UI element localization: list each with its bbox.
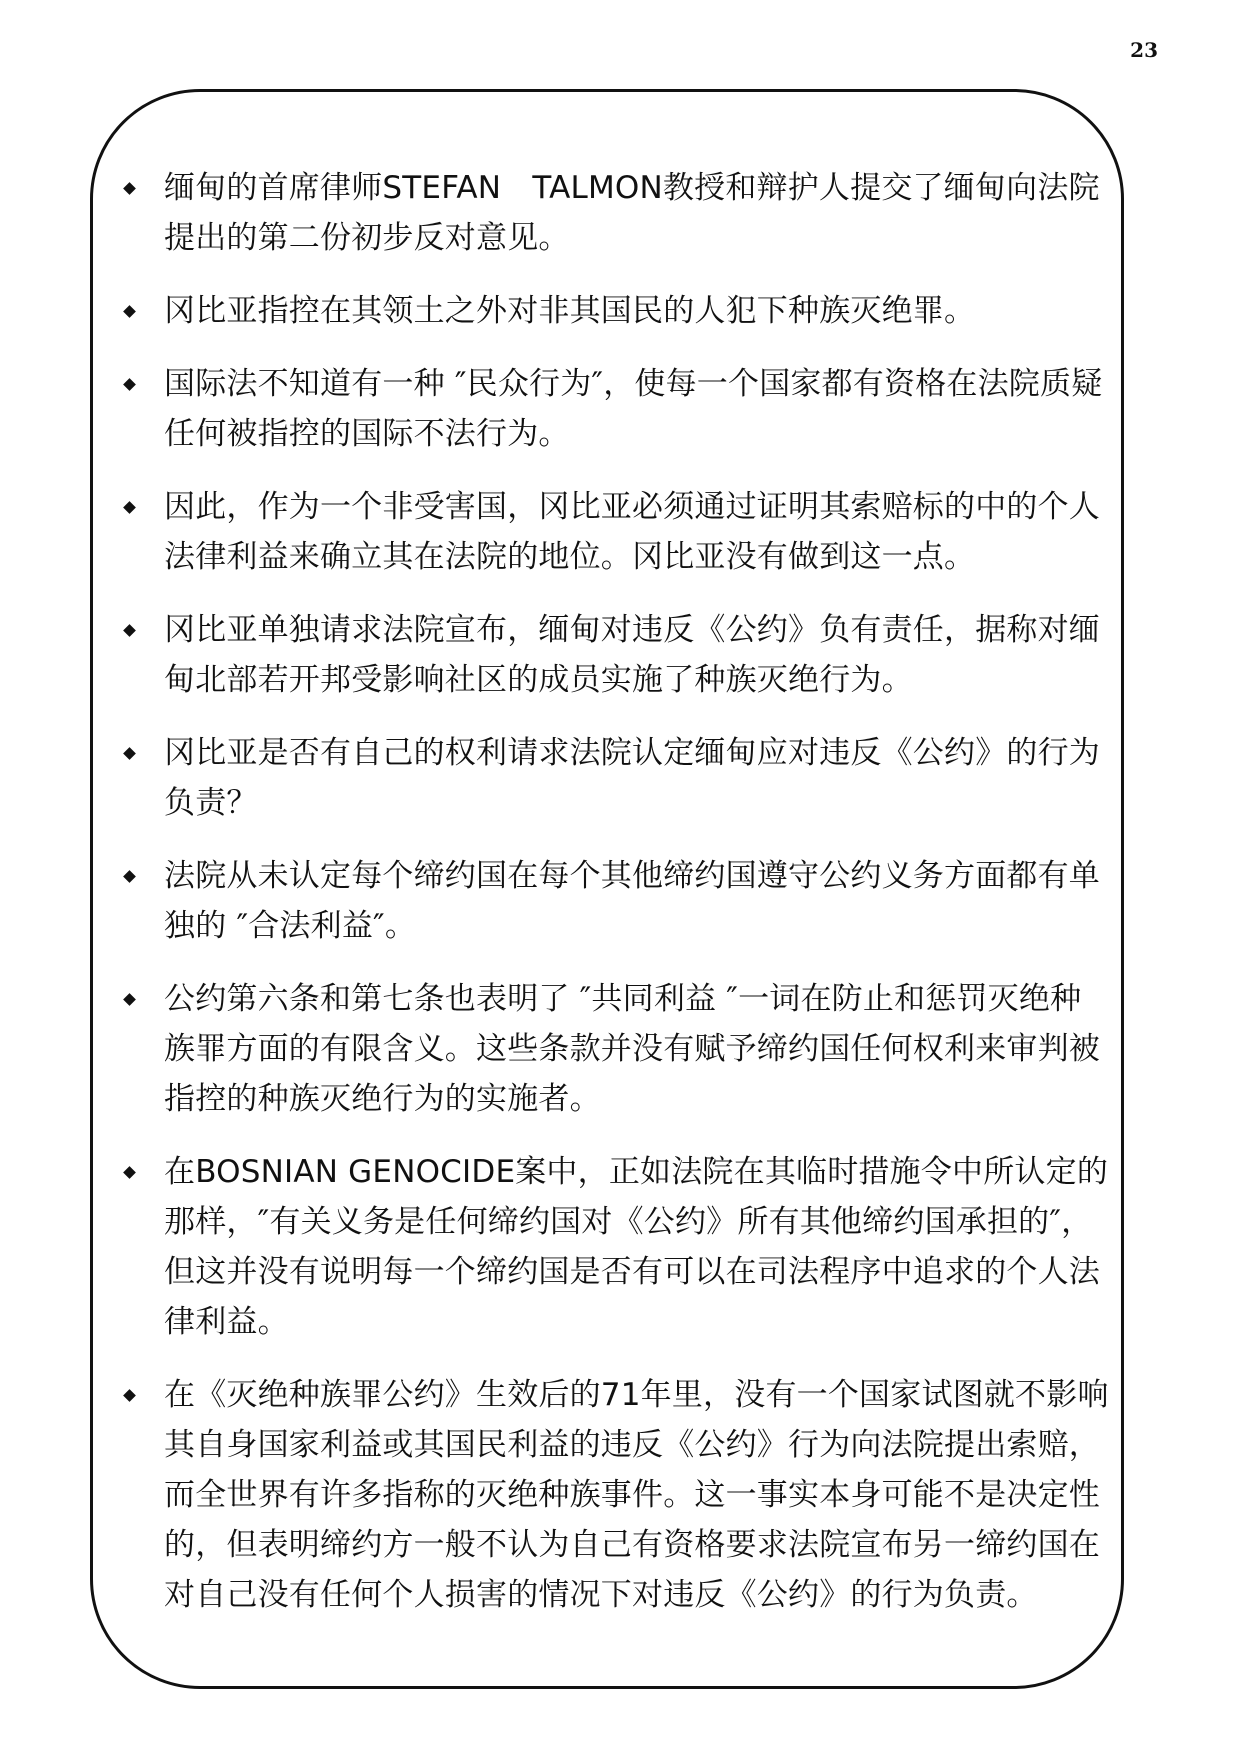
bullet-item	[120, 1370, 1110, 1620]
bullet-item	[120, 851, 1110, 951]
diamond-bullet-icon	[123, 870, 136, 883]
bullet-text: 冈比亚指控在其领土之外对非其国民的人犯下种族灭绝罪。	[164, 293, 976, 329]
bullet-item	[120, 605, 1110, 705]
bullet-text: 国际法不知道有一种 ″民众行为″，使每一个国家都有资格在法院质疑任何被指控的国际不法行为。	[164, 366, 1103, 452]
bullet-text: 缅甸的首席律师STEFAN TALMON教授和辩护人提交了缅甸向法院提出的第二份初步反对意见。	[164, 170, 1100, 256]
bullet-text: 在《灭绝种族罪公约》生效后的71年里，没有一个国家试图就不影响其自身国家利益或其国民利益的违反《公约》行为向法院提出索赔，而全世界有许多指称的灭绝种族事件。这一事实本身可能不是决定性的，但表明缔约方一般不认为自己有资格要求法院宣布另一缔约国在对自己没有任何个人损害的情况下对违反《公约》的行为负责。	[164, 1377, 1109, 1613]
diamond-bullet-icon	[123, 1166, 136, 1179]
bullet-item	[120, 163, 1110, 263]
bullet-item	[120, 1147, 1110, 1347]
diamond-bullet-icon	[123, 182, 136, 195]
bullet-item	[120, 359, 1110, 459]
bullet-item	[120, 286, 1110, 336]
bullet-list	[120, 163, 1110, 1643]
diamond-bullet-icon	[123, 378, 136, 391]
bullet-text: 公约第六条和第七条也表明了 ″共同利益 ″一词在防止和惩罚灭绝种族罪方面的有限含义。这些条款并没有赋予缔约国任何权利来审判被指控的种族灭绝行为的实施者。	[164, 981, 1100, 1117]
diamond-bullet-icon	[123, 747, 136, 760]
diamond-bullet-icon	[123, 305, 136, 318]
bullet-text: 冈比亚是否有自己的权利请求法院认定缅甸应对违反《公约》的行为负责？	[164, 735, 1100, 821]
bullet-item	[120, 974, 1110, 1124]
bullet-text: 冈比亚单独请求法院宣布，缅甸对违反《公约》负有责任，据称对缅甸北部若开邦受影响社区的成员实施了种族灭绝行为。	[164, 612, 1100, 698]
diamond-bullet-icon	[123, 624, 136, 637]
diamond-bullet-icon	[123, 993, 136, 1006]
bullet-item	[120, 728, 1110, 828]
diamond-bullet-icon	[123, 501, 136, 514]
bullet-text: 法院从未认定每个缔约国在每个其他缔约国遵守公约义务方面都有单独的 ″合法利益″。	[164, 858, 1100, 944]
page-number: 23	[1130, 38, 1158, 62]
bullet-text: 在BOSNIAN GENOCIDE案中，正如法院在其临时措施令中所认定的那样，″有关义务是任何缔约国对《公约》所有其他缔约国承担的″，但这并没有说明每一个缔约国是否有可以在司法程序中追求的个人法律利益。	[164, 1154, 1109, 1340]
diamond-bullet-icon	[123, 1389, 136, 1402]
bullet-text: 因此，作为一个非受害国，冈比亚必须通过证明其索赔标的中的个人法律利益来确立其在法院的地位。冈比亚没有做到这一点。	[164, 489, 1100, 575]
bullet-item	[120, 482, 1110, 582]
